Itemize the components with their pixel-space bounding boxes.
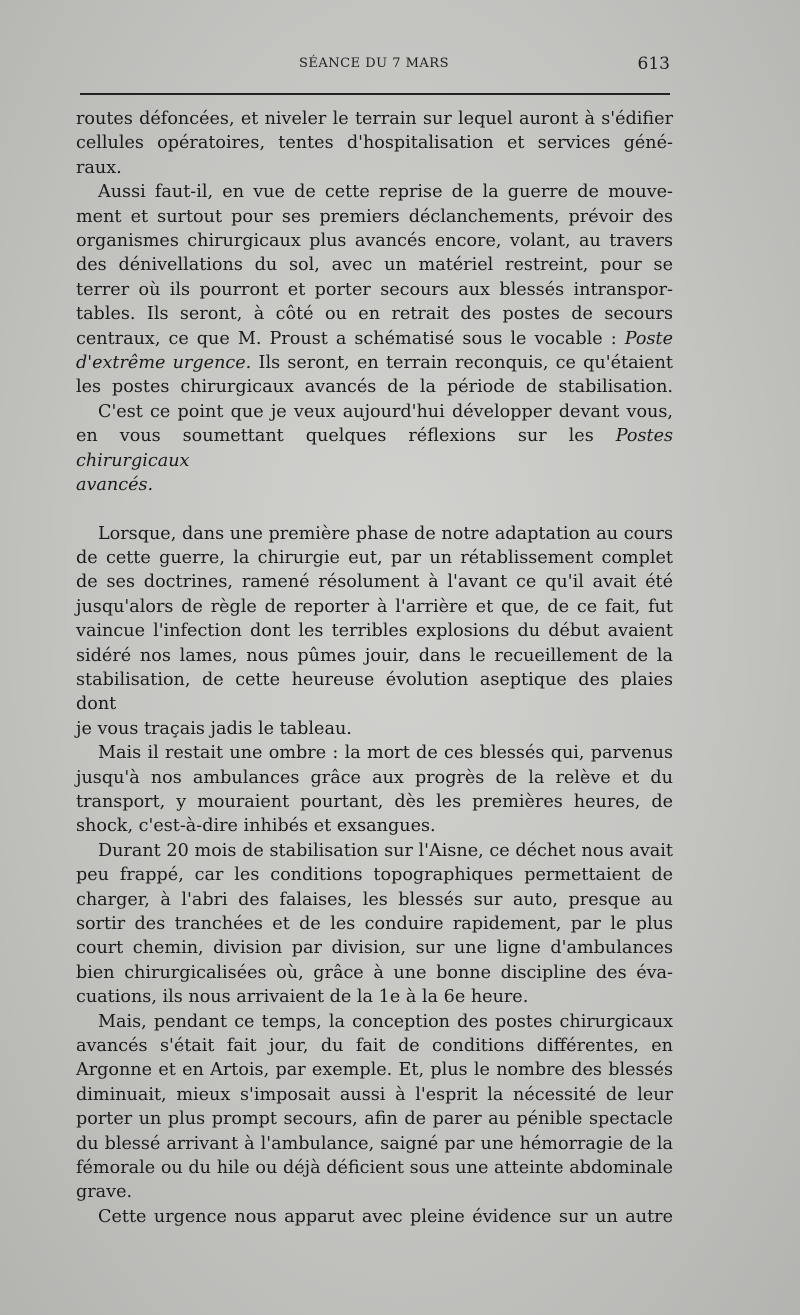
text-line: des dénivellations du sol, avec un matériel restreint, pour se (76, 255, 673, 276)
text-line: Mais il restait une ombre : la mort de ces blessés qui, parvenus (98, 743, 673, 764)
italic-term: d'extrême urgence. (76, 353, 252, 374)
page-header (78, 52, 670, 76)
paragraph-8 (76, 1205, 673, 1229)
text-line: routes défoncées, et niveler le terrain sur lequel auront à s'édifier (76, 109, 673, 129)
italic-term: Postes chirurgicaux (76, 426, 674, 471)
italic-term: Poste (624, 328, 673, 349)
text-line: je vous traçais jadis le tableau. (76, 718, 352, 739)
header-rule (80, 93, 670, 95)
text-line: Argonne et en Artois, par exemple. Et, plus le nombre des blessés (76, 1060, 673, 1081)
text-line: sidéré nos lames, nous pûmes jouir, dans le recueillement de la (76, 645, 673, 666)
text-line: charger, à l'abri des falaises, les blessés sur auto, presque au (76, 889, 673, 910)
text-line: ment et surtout pour ses premiers déclanchements, prévoir des (76, 206, 673, 227)
text-line: les postes chirurgicaux avancés de la période de stabilisation. (76, 377, 673, 398)
text-line (76, 327, 673, 351)
text-line: raux. (76, 157, 122, 178)
text-line: court chemin, division par division, sur une ligne d'ambulances (76, 938, 673, 959)
paragraph-1 (76, 107, 673, 180)
text-line: terrer où ils pourront et porter secours aux blessés intranspor- (76, 279, 673, 300)
text-line: de cette guerre, la chirurgie eut, par un rétablissement complet (76, 547, 673, 568)
text-line: avancés. (76, 475, 154, 496)
text-line: sortir des tranchées et de les conduire rapidement, par le plus (76, 914, 673, 934)
text-line: Mais, pendant ce temps, la conception des postes chirurgicaux (98, 1011, 673, 1032)
text-line: Cette urgence nous apparut avec pleine évidence sur un autre (98, 1206, 673, 1227)
text-line: C'est ce point que je veux aujourd'hui développer devant vous, (98, 401, 673, 422)
text-line: avancés s'était fait jour, du fait de conditions différentes, en (76, 1036, 673, 1057)
text-line: jusqu'alors de règle de reporter à l'arrière et que, de ce fait, fut (76, 596, 673, 617)
text-line: Aussi faut-il, en vue de cette reprise de la guerre de mouve- (98, 182, 673, 203)
text-line: shock, c'est-à-dire inhibés et exsangues. (76, 816, 436, 837)
body-text (76, 107, 673, 1229)
text-line: Durant 20 mois de stabilisation sur l'Aisne, ce déchet nous avait (98, 840, 673, 861)
text-line: peu frappé, car les conditions topographiques permettaient de (76, 865, 673, 886)
text-line: Lorsque, dans une première phase de notre adaptation au cours (98, 523, 673, 544)
text-line (76, 351, 673, 375)
paragraph-6 (76, 839, 673, 1010)
paragraph-3 (76, 400, 673, 498)
text-line: jusqu'à nos ambulances grâce aux progrès de la relève et du (76, 767, 673, 788)
text-line: fémorale ou du hile ou déjà déficient sous une atteinte abdominale (76, 1158, 673, 1179)
page-number: 613 (637, 54, 670, 74)
text-line: stabilisation, de cette heureuse évolution aseptique des plaies dont (76, 669, 673, 715)
text-line: tables. Ils seront, à côté ou en retrait des postes de secours (76, 304, 673, 325)
paragraph-7 (76, 1010, 673, 1205)
text-line: du blessé arrivant à l'ambulance, saigné par une hémorragie de la (76, 1133, 673, 1154)
section-gap (76, 498, 673, 522)
text-span: en vous soumettant quelques réflexions sur les (76, 426, 594, 447)
text-line (76, 424, 673, 473)
paragraph-2 (76, 180, 673, 400)
text-line: cuations, ils nous arrivaient de la 1e à la 6e heure. (76, 987, 529, 1008)
text-line: de ses doctrines, ramené résolument à l'avant ce qu'il avait été (76, 572, 673, 593)
text-line: cellules opératoires, tentes d'hospitalisation et services géné- (76, 133, 673, 154)
text-line: diminuait, mieux s'imposait aussi à l'esprit la nécessité de leur (76, 1084, 673, 1105)
paragraph-4 (76, 522, 673, 742)
paragraph-5 (76, 741, 673, 839)
running-title: SÉANCE DU 7 MARS (298, 56, 450, 71)
text-span: Ils seront, en terrain reconquis, ce qu'étaient (251, 353, 673, 374)
text-line: transport, y mouraient pourtant, dès les premières heures, de (76, 791, 673, 812)
text-line: grave. (76, 1182, 133, 1203)
text-span: centraux, ce que M. Proust a schématisé sous le vocable : (76, 328, 617, 349)
text-line: organismes chirurgicaux plus avancés encore, volant, au travers (76, 231, 673, 252)
text-line: porter un plus prompt secours, afin de parer au pénible spectacle (76, 1109, 673, 1130)
text-line: vaincue l'infection dont les terribles explosions du début avaient (76, 621, 673, 642)
text-line: bien chirurgicalisées où, grâce à une bonne discipline des éva- (76, 962, 673, 983)
